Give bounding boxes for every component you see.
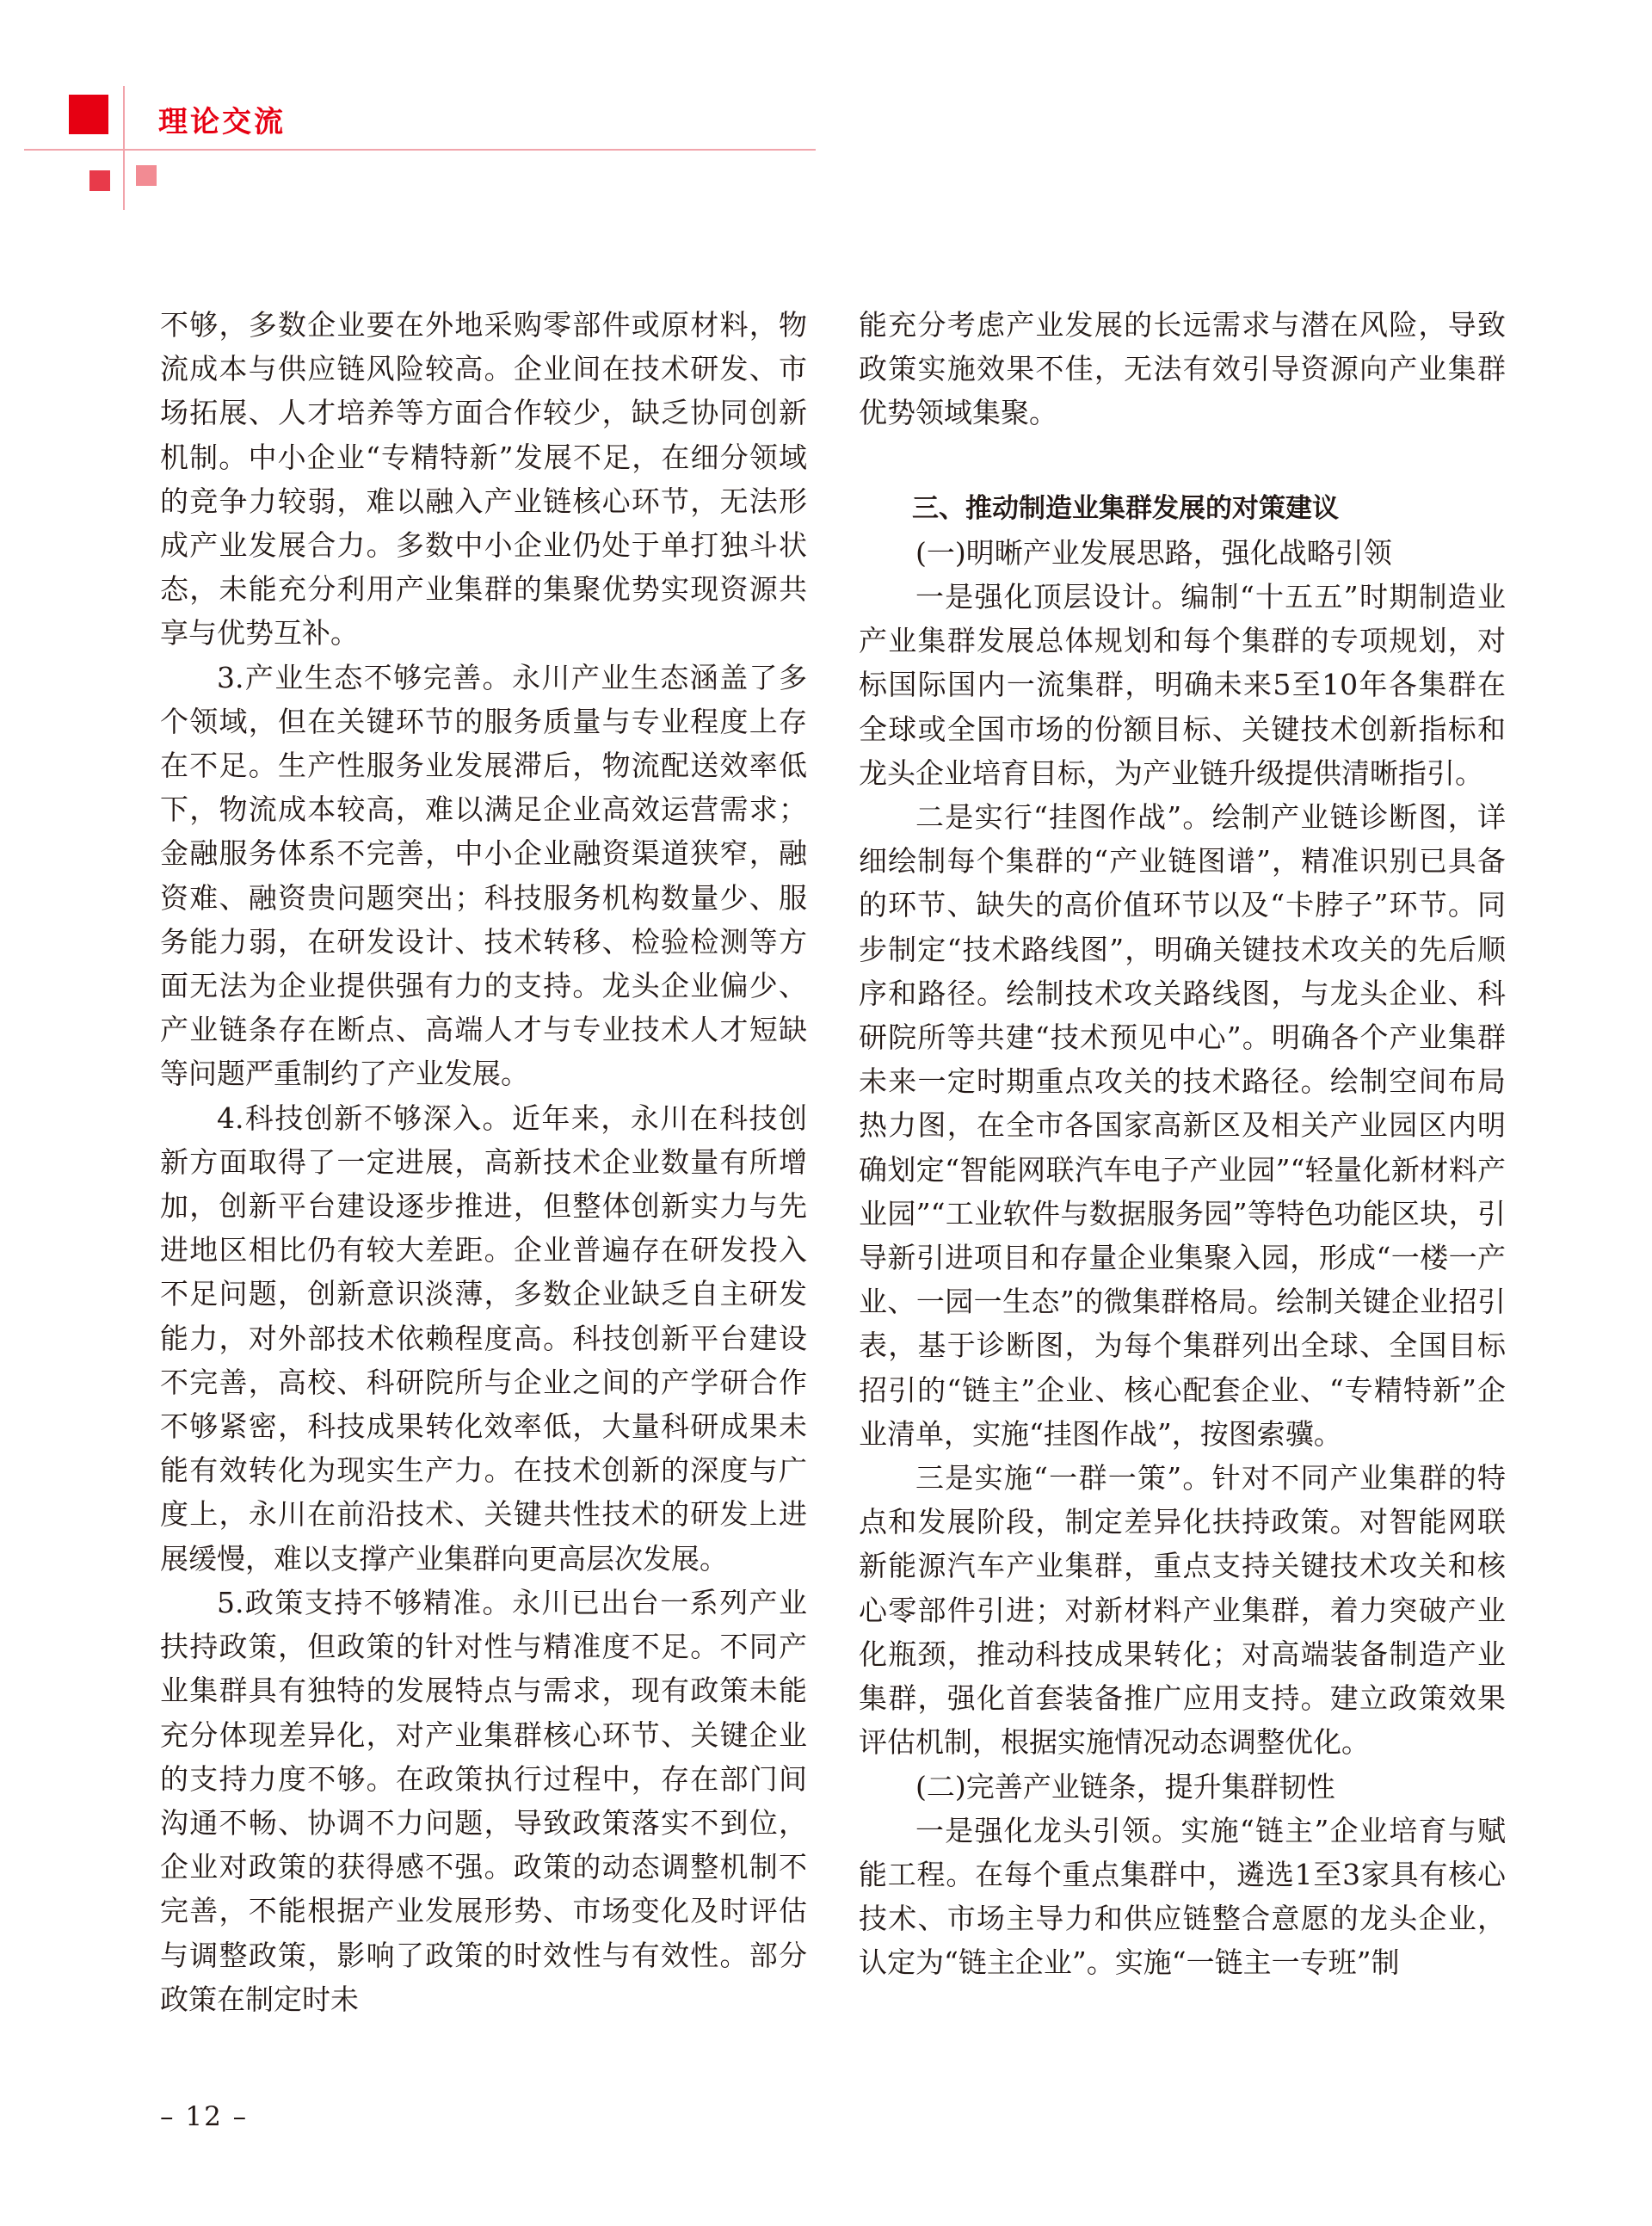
section-title: 理论交流: [158, 105, 286, 139]
paragraph: 一是强化顶层设计。编制“十五五”时期制造业产业集群发展总体规划和每个集群的专项规划，对标国际国内一流集群，明确未来5至10年各集群在全球或全国市场的份额目标、关键技术创新指标和龙头企业培育目标，为产业链升级提供清晰指引。: [859, 580, 1506, 790]
paragraph: 二是实行“挂图作战”。绘制产业链诊断图，详细绘制每个集群的“产业链图谱”，精准识别已具备的环节、缺失的高价值环节以及“卡脖子”环节。同步制定“技术路线图”，明确关键技术攻关的先后顺序和路径。绘制技术攻关路线图，与龙头企业、科研院所等共建“技术预见中心”。明确各个产业集群未来一定时期重点攻关的技术路径。绘制空间布局热力图，在全市各国家高新区及相关产业园区内明确划定“智能网联汽车电子产业园”“轻量化新材料产业园”“工业软件与数据服务园”等特色功能区块，引导新引进项目和存量企业集聚入园，形成“一楼一产业、一园一生态”的微集群格局。绘制关键企业招引表，基于诊断图，为每个集群列出全球、全国目标招引的“链主”企业、核心配套企业、“专精特新”企业清单，实施“挂图作战”，按图索骥。: [859, 800, 1506, 1451]
paragraph: 一是强化龙头引领。实施“链主”企业培育与赋能工程。在每个重点集群中，遴选1至3家具有核心技术、市场主导力和供应链整合意愿的龙头企业，认定为“链主企业”。实施“一链主一专班”制: [859, 1813, 1506, 1980]
paragraph: 3.产业生态不够完善。永川产业生态涵盖了多个领域，但在关键环节的服务质量与专业程度上存在不足。生产性服务业发展滞后，物流配送效率低下，物流成本较高，难以满足企业高效运营需求；金融服务体系不完善，中小企业融资渠道狭窄，融资难、融资贵问题突出；科技服务机构数量少、服务能力弱，在研发设计、技术转移、检验检测等方面无法为企业提供强有力的支持。龙头企业偏少、产业链条存在断点、高端人才与专业技术人才短缺等问题严重制约了产业发展。: [160, 660, 807, 1091]
small-square-decoration: [89, 170, 110, 191]
paragraph: 不够，多数企业要在外地采购零部件或原材料，物流成本与供应链风险较高。企业间在技术研发、市场拓展、人才培养等方面合作较少，缺乏协同创新机制。中小企业“专精特新”发展不足，在细分领域的竞争力较弱，难以融入产业链核心环节，无法形成产业发展合力。多数中小企业仍处于单打独斗状态，未能充分利用产业集群的集聚优势实现资源共享与优势互补。: [160, 308, 807, 651]
header-rule: [24, 149, 816, 151]
subsection-heading: (一)明晰产业发展思路，强化战略引领: [915, 535, 1392, 570]
paragraph: 4.科技创新不够深入。近年来，永川在科技创新方面取得了一定进展，高新技术企业数量有所增加，创新平台建设逐步推进，但整体创新实力与先进地区相比仍有较大差距。企业普遍存在研发投入不足问题，创新意识淡薄，多数企业缺乏自主研发能力，对外部技术依赖程度高。科技创新平台建设不完善，高校、科研院所与企业之间的产学研合作不够紧密，科技成果转化效率低，大量科研成果未能有效转化为现实生产力。在技术创新的深度与广度上，永川在前沿技术、关键共性技术的研发上进展缓慢，难以支撑产业集群向更高层次发展。: [160, 1101, 807, 1575]
vertical-rule: [123, 86, 125, 210]
paragraph: 5.政策支持不够精准。永川已出台一系列产业扶持政策，但政策的针对性与精准度不足。不同产业集群具有独特的发展特点与需求，现有政策未能充分体现差异化，对产业集群核心环节、关键企业的支持力度不够。在政策执行过程中，存在部门间沟通不畅、协调不力问题，导致政策落实不到位，企业对政策的获得感不强。政策的动态调整机制不完善，不能根据产业发展形势、市场变化及时评估与调整政策，影响了政策的时效性与有效性。部分政策在制定时未: [160, 1585, 807, 2016]
small-square-decoration: [136, 165, 157, 186]
page-header: [0, 0, 1652, 224]
right-column: [859, 303, 1506, 1985]
section-spacer: [859, 435, 1506, 487]
paragraph: 三是实施“一群一策”。针对不同产业集群的特点和发展阶段，制定差异化扶持政策。对智能网联新能源汽车产业集群，重点支持关键技术攻关和核心零部件引进；对新材料产业集群，着力突破产业化瓶颈，推动科技成果转化；对高端装备制造产业集群，强化首套装备推广应用支持。建立政策效果评估机制，根据实施情况动态调整优化。: [859, 1461, 1506, 1760]
section-heading: 三、推动制造业集群发展的对策建议: [912, 492, 1339, 524]
page-number: – 12 –: [160, 2101, 249, 2132]
red-square-decoration: [69, 95, 108, 134]
left-column: [160, 303, 807, 2021]
paragraph: 能充分考虑产业发展的长远需求与潜在风险，导致政策实施效果不佳，无法有效引导资源向产业集群优势领域集聚。: [859, 308, 1506, 430]
subsection-heading: (二)完善产业链条，提升集群韧性: [915, 1769, 1335, 1804]
